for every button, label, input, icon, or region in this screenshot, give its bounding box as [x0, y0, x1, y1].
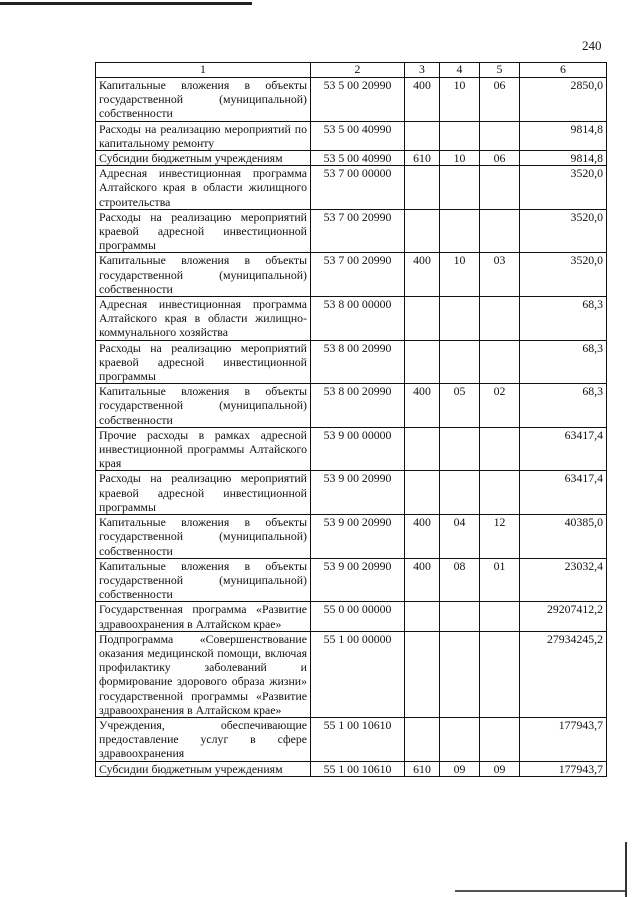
row-col3: [405, 471, 440, 515]
row-amount: 23032,4: [520, 558, 607, 602]
table-row: [96, 209, 607, 253]
row-amount: 177943,7: [520, 761, 607, 776]
row-col5: [480, 631, 520, 717]
row-col3: 610: [405, 151, 440, 166]
row-code: 53 5 00 40990: [311, 151, 405, 166]
header-row: [96, 63, 607, 78]
row-amount: 2850,0: [520, 78, 607, 122]
table-row: [96, 297, 607, 341]
row-code: 53 9 00 00000: [311, 427, 405, 471]
row-col3: 610: [405, 761, 440, 776]
row-col3: [405, 297, 440, 341]
row-col4: 05: [440, 384, 480, 428]
scan-edge-right: [625, 842, 627, 897]
row-col4: [440, 297, 480, 341]
row-name: Учреждения, обеспечивающие предоставление услуг в сфере здравоохранения: [96, 717, 311, 761]
row-name: Капитальные вложения в объекты государственной (муниципальной) собственности: [96, 253, 311, 297]
row-col5: [480, 602, 520, 631]
table-row: [96, 602, 607, 631]
row-code: 53 8 00 20990: [311, 384, 405, 428]
row-name: Подпрограмма «Совершенствование оказания медицинской помощи, включая профилактику заболеваний и формирование здорового образа жизни» государственной программы «Развитие здравоохранения в Алтайском крае»: [96, 631, 311, 717]
row-col3: 400: [405, 78, 440, 122]
row-col5: 02: [480, 384, 520, 428]
row-col5: [480, 427, 520, 471]
row-name: Расходы на реализацию мероприятий краевой адресной инвестиционной программы: [96, 209, 311, 253]
table-row: [96, 558, 607, 602]
table-row: [96, 121, 607, 150]
row-code: 53 5 00 40990: [311, 121, 405, 150]
table-row: [96, 253, 607, 297]
row-code: 55 1 00 00000: [311, 631, 405, 717]
row-name: Капитальные вложения в объекты государственной (муниципальной) собственности: [96, 558, 311, 602]
table-row: [96, 78, 607, 122]
row-name: Капитальные вложения в объекты государственной (муниципальной) собственности: [96, 78, 311, 122]
row-name: Расходы на реализацию мероприятий краевой адресной инвестиционной программы: [96, 471, 311, 515]
row-col5: [480, 471, 520, 515]
row-amount: 9814,8: [520, 121, 607, 150]
row-amount: 63417,4: [520, 427, 607, 471]
table-row: [96, 427, 607, 471]
col-header-3: 3: [405, 63, 440, 78]
table-row: [96, 631, 607, 717]
row-col4: 10: [440, 78, 480, 122]
row-col4: [440, 427, 480, 471]
row-amount: 3520,0: [520, 253, 607, 297]
row-col4: 08: [440, 558, 480, 602]
row-amount: 27934245,2: [520, 631, 607, 717]
row-amount: 68,3: [520, 340, 607, 384]
col-header-4: 4: [440, 63, 480, 78]
row-col3: [405, 209, 440, 253]
row-col3: [405, 631, 440, 717]
table-row: [96, 717, 607, 761]
row-amount: 68,3: [520, 297, 607, 341]
page-number: 240: [582, 38, 602, 53]
row-name: Капитальные вложения в объекты государственной (муниципальной) собственности: [96, 384, 311, 428]
table-body: [96, 78, 607, 777]
table-row: [96, 471, 607, 515]
row-col4: [440, 471, 480, 515]
table-row: [96, 515, 607, 559]
row-code: 53 8 00 20990: [311, 340, 405, 384]
row-col3: 400: [405, 558, 440, 602]
row-name: Субсидии бюджетным учреждениям: [96, 761, 311, 776]
col-header-2: 2: [311, 63, 405, 78]
table-row: [96, 166, 607, 210]
table-row: [96, 151, 607, 166]
row-col5: 09: [480, 761, 520, 776]
row-col5: [480, 340, 520, 384]
col-header-6: 6: [520, 63, 607, 78]
row-code: 53 9 00 20990: [311, 471, 405, 515]
table-row: [96, 761, 607, 776]
row-col5: 12: [480, 515, 520, 559]
row-col5: [480, 717, 520, 761]
budget-table: [95, 62, 607, 777]
row-col5: [480, 166, 520, 210]
row-col3: 400: [405, 384, 440, 428]
row-code: 53 9 00 20990: [311, 515, 405, 559]
row-code: 53 8 00 00000: [311, 297, 405, 341]
row-col3: [405, 121, 440, 150]
row-code: 53 7 00 20990: [311, 209, 405, 253]
row-col4: 04: [440, 515, 480, 559]
row-col5: [480, 209, 520, 253]
row-name: Государственная программа «Развитие здравоохранения в Алтайском крае»: [96, 602, 311, 631]
row-col4: 09: [440, 761, 480, 776]
row-amount: 63417,4: [520, 471, 607, 515]
row-col3: [405, 602, 440, 631]
row-col5: [480, 121, 520, 150]
row-col3: [405, 340, 440, 384]
row-code: 53 7 00 00000: [311, 166, 405, 210]
row-amount: 68,3: [520, 384, 607, 428]
row-name: Капитальные вложения в объекты государственной (муниципальной) собственности: [96, 515, 311, 559]
row-col4: 10: [440, 253, 480, 297]
row-col4: [440, 121, 480, 150]
row-col5: 01: [480, 558, 520, 602]
row-amount: 29207412,2: [520, 602, 607, 631]
row-amount: 9814,8: [520, 151, 607, 166]
table-row: [96, 384, 607, 428]
row-name: Субсидии бюджетным учреждениям: [96, 151, 311, 166]
row-name: Адресная инвестиционная программа Алтайского края в области жилищного строительства: [96, 166, 311, 210]
row-code: 55 0 00 00000: [311, 602, 405, 631]
col-header-1: 1: [96, 63, 311, 78]
row-amount: 40385,0: [520, 515, 607, 559]
row-col3: 400: [405, 253, 440, 297]
table-header: [96, 63, 607, 78]
row-col5: 03: [480, 253, 520, 297]
row-col4: [440, 602, 480, 631]
row-code: 53 7 00 20990: [311, 253, 405, 297]
row-col3: [405, 166, 440, 210]
table-row: [96, 340, 607, 384]
row-name: Адресная инвестиционная программа Алтайского края в области жилищно-коммунального хозяйства: [96, 297, 311, 341]
row-amount: 3520,0: [520, 166, 607, 210]
row-col3: 400: [405, 515, 440, 559]
row-col5: 06: [480, 151, 520, 166]
row-amount: 3520,0: [520, 209, 607, 253]
row-col3: [405, 717, 440, 761]
row-col5: 06: [480, 78, 520, 122]
row-col3: [405, 427, 440, 471]
row-col4: [440, 340, 480, 384]
row-col4: [440, 631, 480, 717]
col-header-5: 5: [480, 63, 520, 78]
row-col4: [440, 209, 480, 253]
row-col4: [440, 166, 480, 210]
row-name: Расходы на реализацию мероприятий краевой адресной инвестиционной программы: [96, 340, 311, 384]
row-name: Расходы на реализацию мероприятий по капитальному ремонту: [96, 121, 311, 150]
row-code: 53 9 00 20990: [311, 558, 405, 602]
row-code: 55 1 00 10610: [311, 761, 405, 776]
row-code: 55 1 00 10610: [311, 717, 405, 761]
row-name: Прочие расходы в рамках адресной инвестиционной программы Алтайского края: [96, 427, 311, 471]
row-code: 53 5 00 20990: [311, 78, 405, 122]
scan-edge-bottom: [455, 890, 625, 892]
row-amount: 177943,7: [520, 717, 607, 761]
scan-edge-top: [0, 2, 252, 5]
row-col4: 10: [440, 151, 480, 166]
row-col5: [480, 297, 520, 341]
row-col4: [440, 717, 480, 761]
